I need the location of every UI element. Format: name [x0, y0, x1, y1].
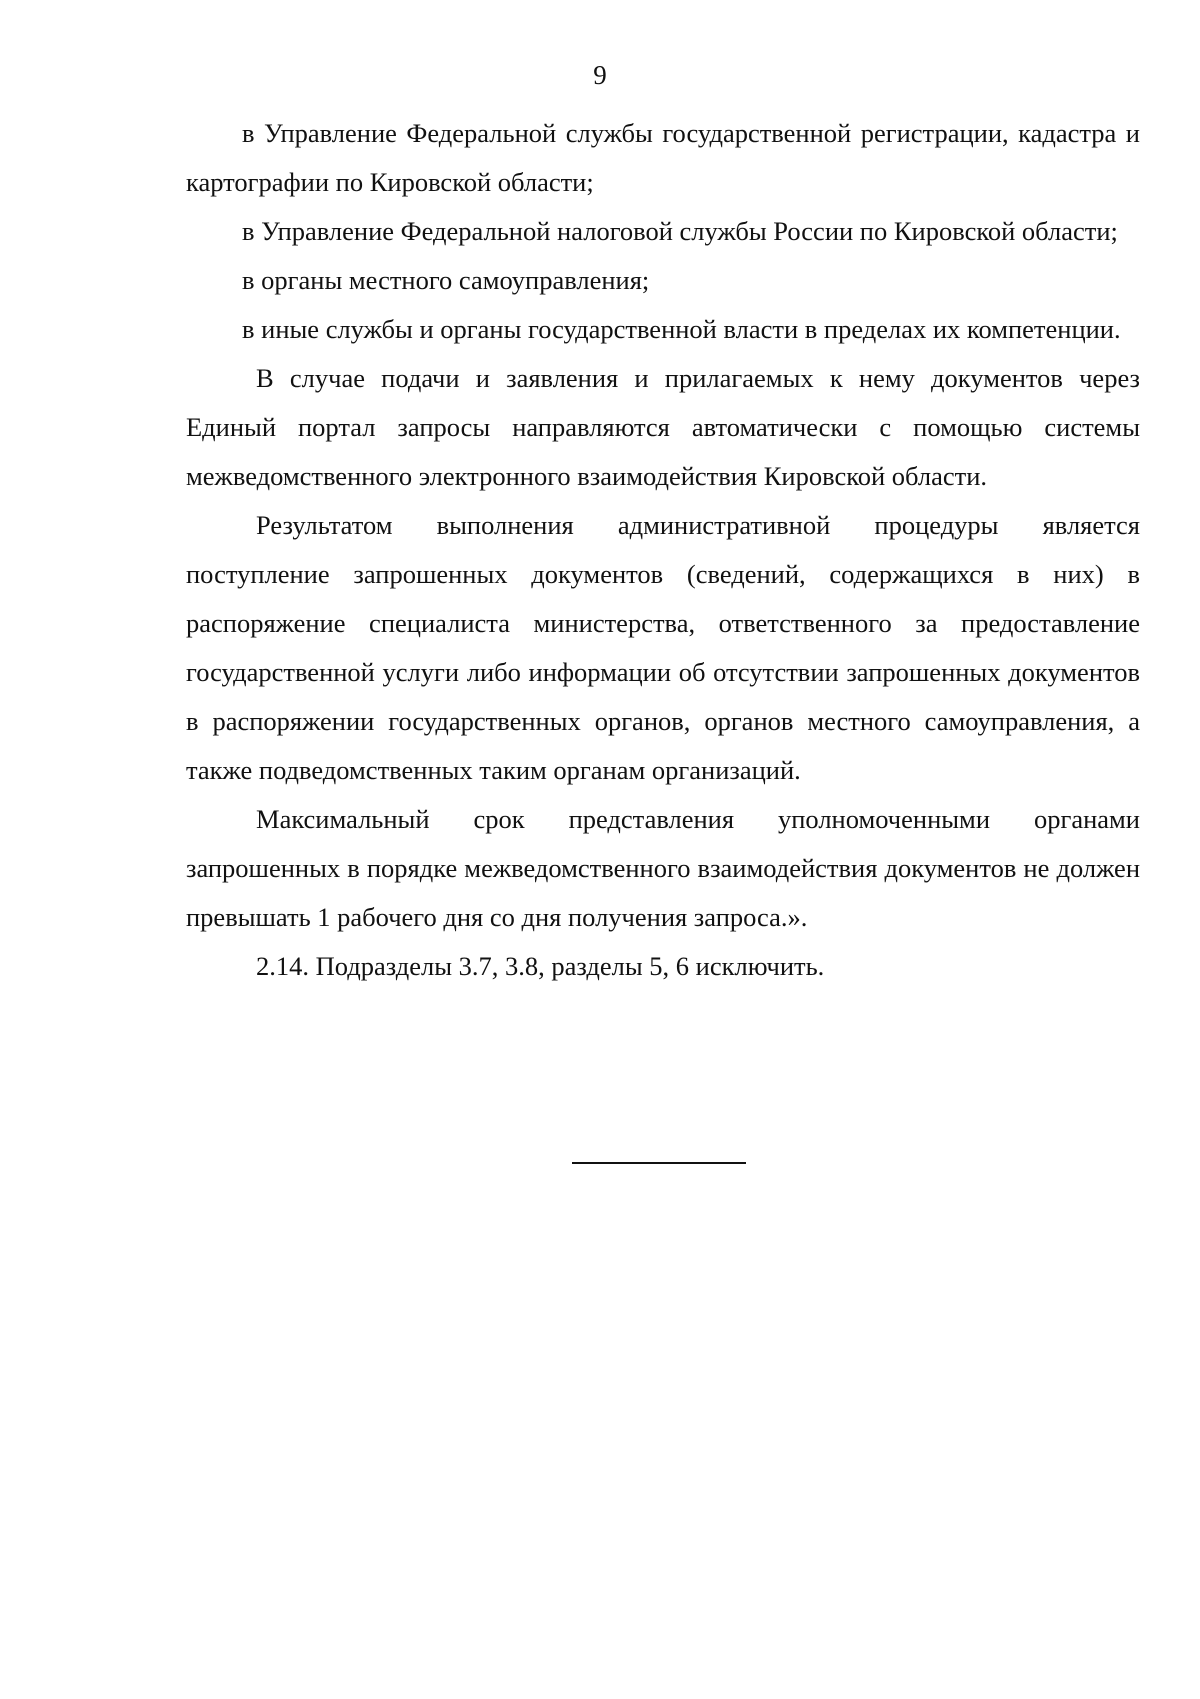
- paragraph-section-2-14: 2.14. Подразделы 3.7, 3.8, разделы 5, 6 исключить.: [256, 951, 825, 981]
- page-number: 9: [593, 60, 607, 90]
- document-body: [186, 109, 1140, 991]
- paragraph-max-term: Максимальный срок представления уполномоченными органами запрошенных в порядке межведомственного взаимодействия документов не должен превышать 1 рабочего дня со дня получения запроса.».: [186, 804, 1140, 932]
- paragraph-procedure-result: Результатом выполнения административной процедуры является поступление запрошенных документов (сведений, содержащихся в них) в распоряжение специалиста министерства, ответственного за предоставление государственной услуги либо информации об отсутствии запрошенных документов в распоряжении государственных органов, органов местного самоуправления, а также подведомственных таким органам организаций.: [186, 510, 1140, 785]
- paragraph-tax-service: в Управление Федеральной налоговой службы России по Кировской области;: [242, 216, 1118, 246]
- paragraph-local-government: в органы местного самоуправления;: [242, 265, 650, 295]
- paragraph-single-portal: В случае подачи и заявления и прилагаемых к нему документов через Единый портал запросы направляются автоматически с помощью системы межведомственного электронного взаимодействия Кировской области.: [186, 363, 1140, 491]
- paragraph-other-services: в иные службы и органы государственной власти в пределах их компетенции.: [242, 314, 1121, 344]
- paragraph-rosreestr: в Управление Федеральной службы государственной регистрации, кадастра и картографии по Кировской области;: [186, 118, 1140, 197]
- closing-divider: [572, 1162, 746, 1164]
